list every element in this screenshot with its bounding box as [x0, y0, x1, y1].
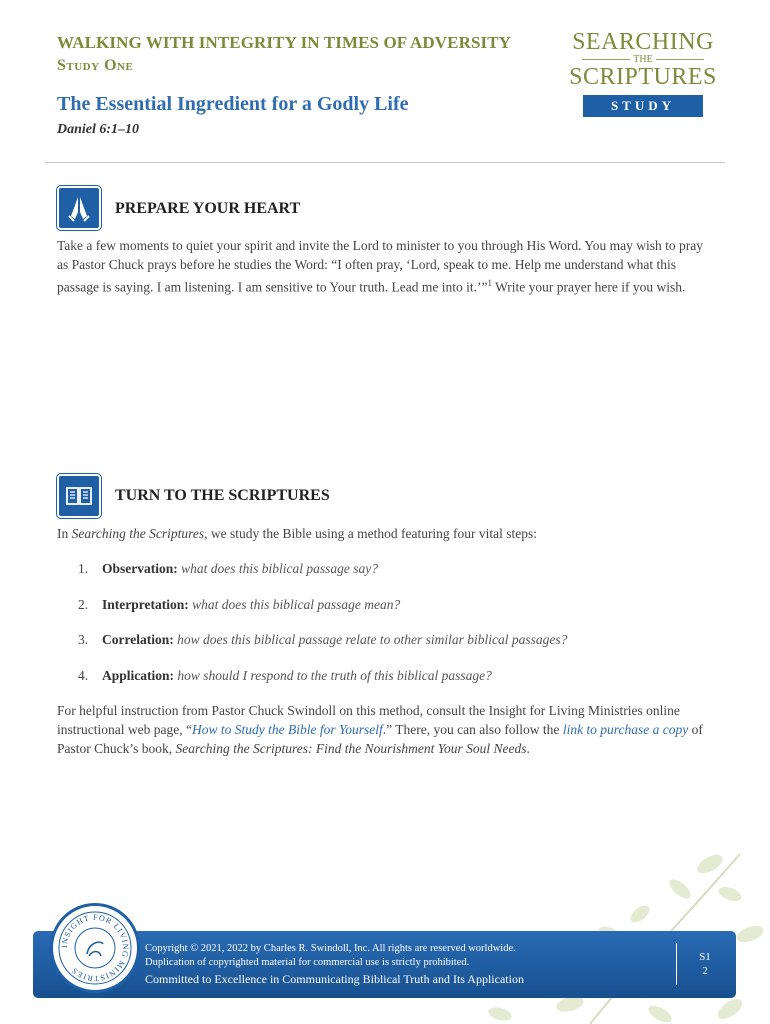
step-number: 2. — [78, 596, 89, 612]
searching-the-scriptures-logo — [568, 30, 718, 115]
list-item — [78, 631, 718, 667]
step-question: how should I respond to the truth of this biblical passage? — [177, 667, 492, 683]
step-label: Application: — [102, 667, 175, 683]
book-title: Searching the Scriptures: Find the Nourishment Your Soul Needs — [175, 741, 527, 756]
scripture-passage: Daniel 6:1–10 — [57, 122, 140, 137]
page-code: S1 — [699, 951, 711, 963]
step-number: 4. — [78, 667, 89, 683]
purchase-copy-link[interactable]: link to purchase a copy — [562, 722, 689, 737]
step-question: what does this biblical passage say? — [181, 561, 378, 576]
method-steps-list — [78, 560, 718, 702]
prepare-body: Take a few moments to quiet your spirit and invite the Lord to minister to you through His Word. You may wish to pray as Pastor Chuck prays before he studies the Word: “I often pray, ‘Lord, speak to me. Help me understand what this passage is saying. I am listening. I am sensitive to Your truth. Lead me into it.’” — [57, 238, 704, 295]
logo-line2: SCRIPTURES — [569, 64, 717, 90]
intro-book-title: Searching the Scriptures — [71, 526, 205, 541]
list-item — [78, 596, 718, 632]
step-number: 3. — [78, 632, 89, 647]
insight-for-living-seal — [50, 903, 140, 993]
ministry-tagline: Committed to Excellence in Communicating Biblical Truth and Its Application — [145, 972, 524, 986]
method-intro — [57, 524, 717, 543]
footer-text — [145, 942, 665, 986]
help-text-3: of Pastor Chuck’s book, — [57, 722, 703, 756]
method-help-paragraph — [57, 701, 717, 758]
intro-prefix: In — [57, 526, 72, 541]
duplication-notice: Duplication of copyrighted material for commercial use is strictly prohibited. — [145, 957, 470, 968]
help-text-2: .” There, you can also follow the — [382, 722, 563, 737]
prepare-body-end: Write your prayer here if you wish. — [491, 279, 686, 295]
praying-hands-icon — [57, 186, 101, 230]
turn-heading: TURN TO THE SCRIPTURES — [115, 487, 330, 504]
help-text-4: . — [526, 741, 530, 756]
footer-separator — [676, 943, 677, 985]
prepare-heading: PREPARE YOUR HEART — [115, 200, 301, 217]
logo-the: THE — [568, 54, 718, 65]
how-to-study-link[interactable]: How to Study the Bible for Yourself — [191, 722, 383, 737]
open-book-icon — [57, 474, 101, 518]
series-title: WALKING WITH INTEGRITY IN TIMES OF ADVERSITY — [57, 33, 512, 52]
footnote-marker[interactable]: 1 — [487, 278, 492, 288]
svg-text:INSIGHT FOR LIVING MINISTRIES — [60, 913, 130, 983]
list-item — [78, 560, 718, 596]
step-question: how does this biblical passage relate to other similar biblical passages? — [177, 632, 568, 647]
page-number — [688, 950, 722, 978]
logo-line1: SEARCHING — [572, 29, 714, 55]
step-number: 1. — [78, 561, 89, 576]
help-text-1: For helpful instruction from Pastor Chuck Swindoll on this method, consult the Insight for Living Ministries online instructional web page, “ — [57, 703, 680, 737]
lesson-title: The Essential Ingredient for a Godly Life — [57, 93, 409, 115]
list-item — [78, 667, 718, 703]
copyright-notice: Copyright © 2021, 2022 by Charles R. Swindoll, Inc. All rights are reserved worldwide. — [145, 943, 516, 954]
prepare-paragraph — [57, 236, 717, 297]
step-label: Correlation: — [102, 632, 174, 647]
logo-study-badge: STUDY — [583, 95, 703, 117]
step-label: Interpretation: — [102, 596, 189, 612]
seal-text: INSIGHT FOR LIVING MINISTRIES — [59, 912, 131, 984]
intro-suffix: , we study the Bible using a method featuring four vital steps: — [204, 526, 538, 541]
study-number: Study One — [57, 57, 134, 74]
header-divider — [45, 162, 725, 163]
page-index: 2 — [702, 965, 708, 977]
step-label: Observation: — [102, 561, 178, 576]
step-question: what does this biblical passage mean? — [192, 596, 401, 612]
